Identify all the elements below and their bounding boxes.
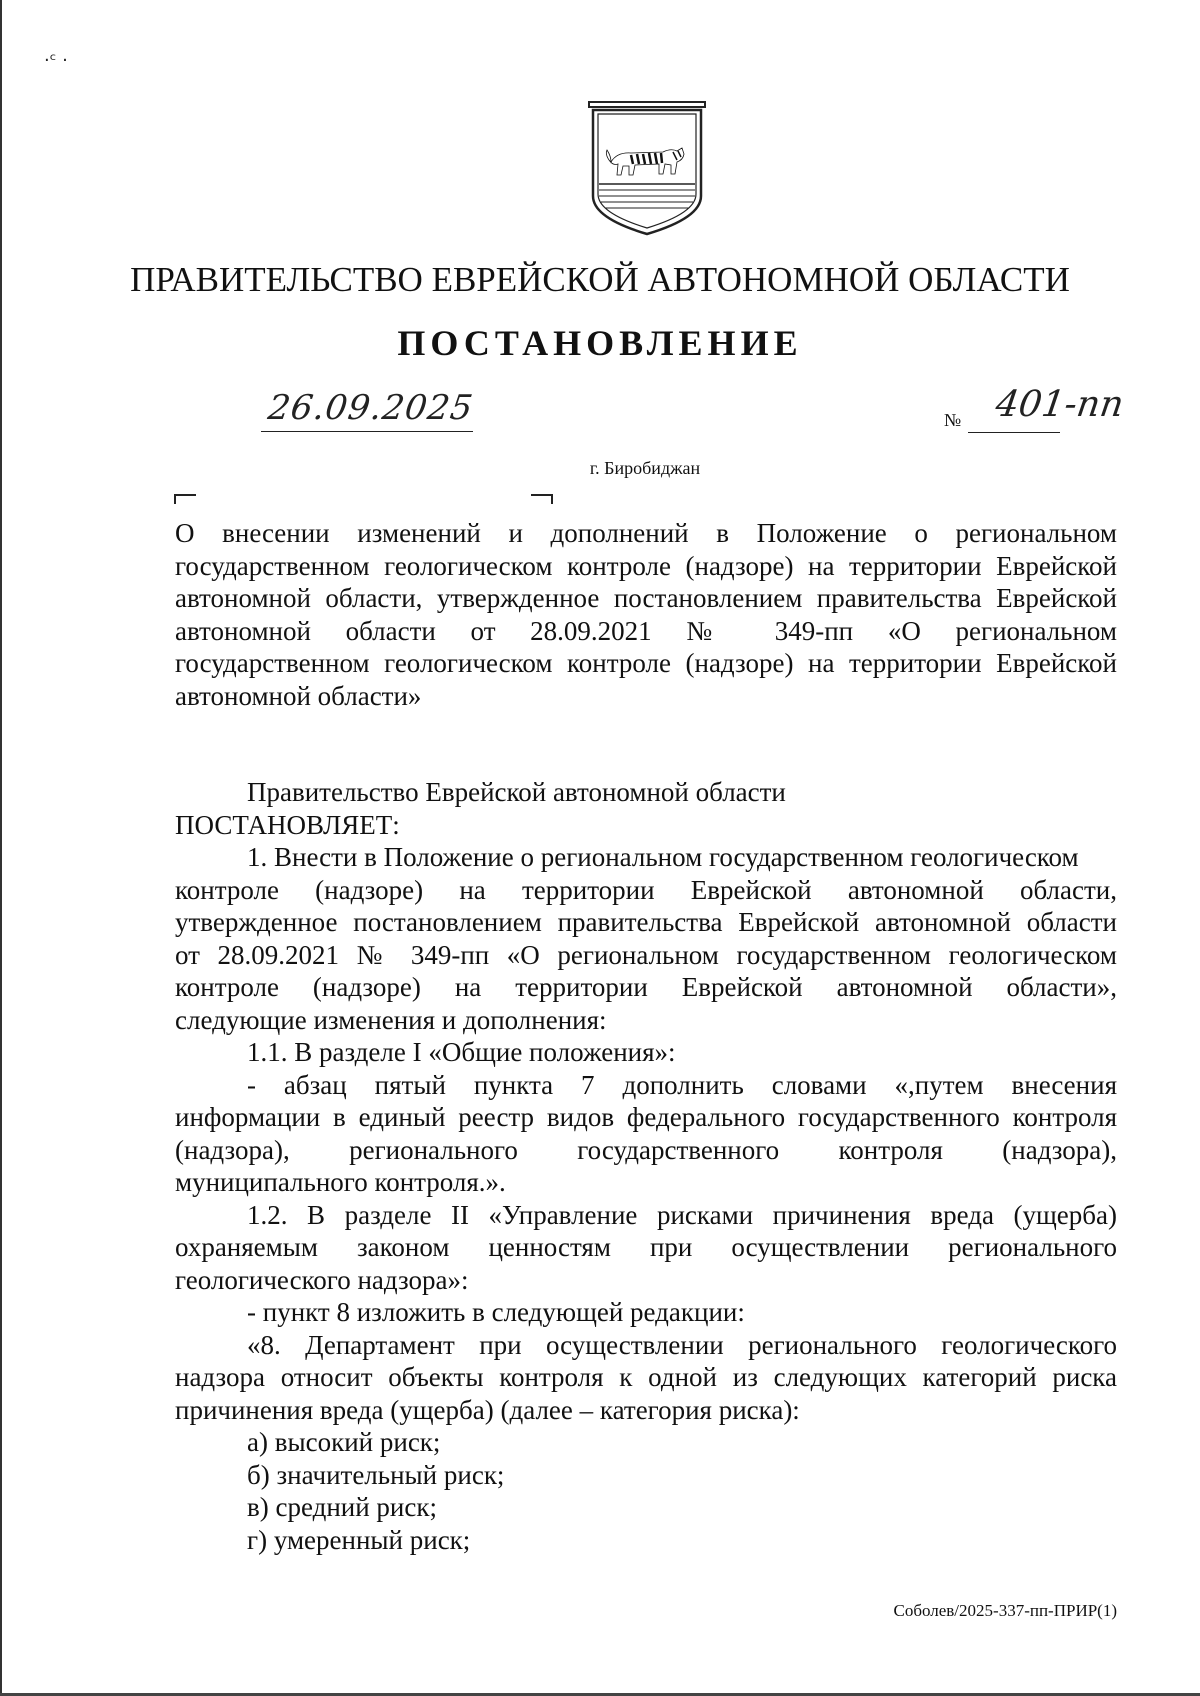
handwritten-date: 26.09.2025	[265, 388, 476, 428]
body-line: (надзора), регионального государственного контроля (надзора),	[175, 1134, 1117, 1165]
body-line: б) значительный риск;	[247, 1459, 505, 1490]
body-line: г) умеренный риск;	[247, 1524, 471, 1555]
body-line: в) средний риск;	[247, 1492, 437, 1522]
body-line: а) высокий риск;	[247, 1427, 441, 1457]
date-underline	[261, 431, 473, 432]
body-line: причинения вреда (ущерба) (далее – категория риска):	[175, 1394, 800, 1425]
body-line: 1. Внести в Положение о региональном государственном геологическом	[247, 842, 1079, 872]
document-type-heading: ПОСТАНОВЛЕНИЕ	[397, 323, 803, 363]
body-line: 1.2. В разделе II «Управление рисками причинения вреда (ущерба)	[247, 1199, 1117, 1230]
body-line: геологического надзора»:	[175, 1264, 469, 1295]
city-name: г. Биробиджан	[589, 458, 701, 478]
body-line: 1.1. В разделе I «Общие положения»:	[247, 1037, 676, 1067]
resolution-body	[175, 776, 1117, 1556]
body-line: ПОСТАНОВЛЯЕТ:	[175, 809, 400, 840]
title-line: автономной области»	[175, 680, 422, 711]
body-line: контроле (надзоре) на территории Еврейской автономной области»,	[175, 972, 1117, 1002]
body-line: - абзац пятый пункта 7 дополнить словами «,путем внесения	[247, 1069, 1117, 1100]
coat-of-arms-icon	[587, 100, 707, 240]
title-line: О внесении изменений и дополнений в Положение о региональном	[175, 518, 1117, 548]
body-line: следующие изменения и дополнения:	[175, 1004, 607, 1035]
title-line: государственном геологическом контроле (надзоре) на территории Еврейской	[175, 648, 1117, 678]
resolution-title	[175, 517, 1117, 712]
body-line: - пункт 8 изложить в следующей редакции:	[247, 1297, 745, 1327]
body-line: муниципального контроля.».	[175, 1167, 506, 1197]
number-underline	[968, 432, 1060, 433]
body-line: от 28.09.2021 № 349-пп «О региональном государственном геологическом	[175, 939, 1117, 970]
body-line: Правительство Еврейской автономной области	[247, 777, 786, 807]
government-title: ПРАВИТЕЛЬСТВО ЕВРЕЙСКОЙ АВТОНОМНОЙ ОБЛАСТИ	[130, 260, 1070, 299]
body-line: контроле (надзоре) на территории Еврейской автономной области,	[175, 874, 1117, 905]
body-line: надзора относит объекты контроля к одной из следующих категорий риска	[175, 1362, 1117, 1392]
title-bracket-right	[531, 494, 553, 504]
title-bracket-left	[174, 494, 196, 504]
scan-edge-left	[0, 0, 2, 1696]
handwritten-number: 401-пп	[993, 384, 1127, 425]
title-line: государственном геологическом контроле (надзоре) на территории Еврейской	[175, 550, 1117, 581]
body-line: информации в единый реестр видов федерального государственного контроля	[175, 1102, 1117, 1132]
body-line: «8. Департамент при осуществлении регионального геологического	[247, 1329, 1117, 1360]
title-line: автономной области, утвержденное постановлением правительства Еврейской	[175, 583, 1117, 613]
title-line: автономной области от 28.09.2021 № 349-пп «О региональном	[175, 615, 1117, 646]
body-line: утвержденное постановлением правительства Еврейской автономной области	[175, 907, 1117, 937]
number-sign: №	[944, 410, 962, 430]
scan-specks: ·ᶜ ·	[44, 50, 68, 71]
body-line: охраняемым законом ценностям при осуществлении регионального	[175, 1232, 1117, 1262]
footer-document-code: Соболев/2025-337-пп-ПРИР(1)	[893, 1601, 1117, 1620]
